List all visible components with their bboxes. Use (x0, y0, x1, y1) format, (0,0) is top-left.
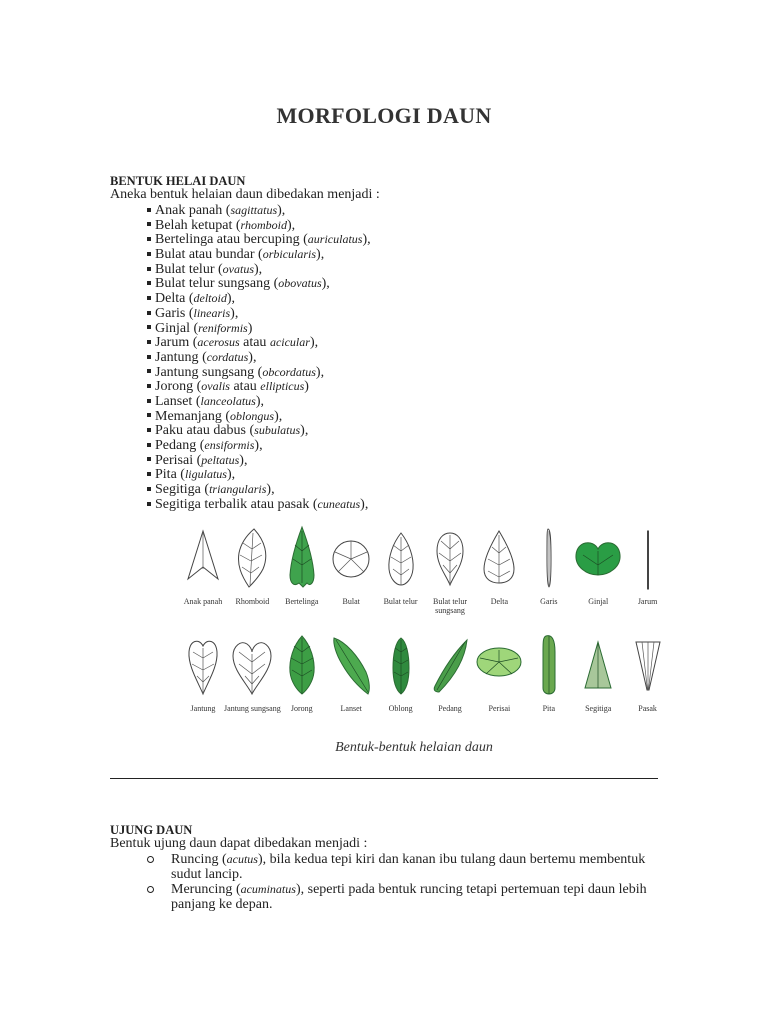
square-bullet-icon (147, 222, 151, 226)
latin-name: acuminatus (240, 882, 296, 896)
leaf-shape-label: Perisai (488, 704, 511, 713)
shape-name: Anak panah (155, 203, 223, 218)
shape-name: Paku atau dabus (155, 423, 246, 439)
leaf-shape-ovate-icon (376, 525, 426, 591)
list-item: Memanjang (oblongus), (147, 409, 371, 424)
item-suffix: ), (254, 261, 263, 277)
list-item: Jarum (acerosus atau acicular), (147, 335, 371, 350)
square-bullet-icon (147, 355, 151, 359)
square-bullet-icon (147, 399, 151, 403)
latin-name: ovatus (222, 261, 255, 276)
tip-description: ), bila kedua tepi kiri dan kanan ibu tulang daun bertemu membentuk sudut lancip. (171, 852, 646, 882)
item-suffix: ), (239, 452, 248, 468)
latin-name: ligulatus (184, 467, 227, 482)
shape-name: Garis (155, 305, 186, 321)
tip-description: ), seperti pada bentuk runcing tetapi pertemuan tepi daun lebih panjang ke depan. (171, 882, 647, 912)
leaf-shape-sword-icon (425, 632, 475, 698)
leaf-shape-heartdown-icon (178, 632, 228, 698)
leaf-shape-elliptic-icon (277, 632, 327, 698)
square-bullet-icon (147, 311, 151, 315)
shape-name: Bertelinga atau bercuping (155, 232, 300, 248)
leaf-shape-obcordate-icon (227, 632, 277, 698)
leaf-shape-list (147, 203, 371, 511)
square-bullet-icon (147, 325, 151, 329)
latin-name: rhomboid (240, 217, 287, 232)
leaf-shape-triangle-icon (573, 632, 623, 698)
item-suffix: ), (266, 482, 275, 498)
shape-name: Pita (155, 467, 177, 483)
leaf-shape-needle-icon (623, 525, 673, 591)
latin-name: cuneatus (317, 496, 361, 511)
item-suffix: ), (360, 496, 369, 512)
square-bullet-icon (147, 502, 151, 506)
square-bullet-icon (147, 208, 151, 212)
leaf-shape-kidney-icon (573, 525, 623, 591)
latin-name: auriculatus (307, 232, 363, 247)
latin-name: oblongus (230, 408, 275, 423)
shape-name: Lanset (155, 393, 193, 409)
item-suffix: ), (255, 393, 264, 409)
latin-name: obcordatus (262, 364, 316, 379)
latin-name: obovatus (278, 276, 322, 291)
connector-word: atau (229, 379, 261, 395)
square-bullet-icon (147, 369, 151, 373)
leaf-shape-auricle-icon (277, 525, 327, 591)
square-bullet-icon (147, 413, 151, 417)
latin-name: sagittatus (230, 203, 278, 217)
leaf-shape-label: Anak panah (183, 597, 223, 606)
item-suffix: ), (362, 232, 371, 248)
circle-bullet-icon (147, 856, 154, 863)
section-intro-leaf-shapes: Aneka bentuk helaian daun dibedakan menjadi : (110, 187, 380, 202)
leaf-shape-linear-icon (524, 525, 574, 591)
section-heading-leaf-shapes: BENTUK HELAI DAUN (110, 174, 246, 188)
list-item: Meruncing (acuminatus), seperti pada bentuk runcing tetapi pertemuan tepi daun lebih panjang ke depan. (147, 882, 667, 912)
section-heading-leaf-tip: UJUNG DAUN (110, 823, 193, 837)
square-bullet-icon (147, 237, 151, 241)
list-item: Jorong (ovalis atau ellipticus) (147, 379, 371, 394)
square-bullet-icon (147, 472, 151, 476)
list-item: Paku atau dabus (subulatus), (147, 423, 371, 438)
list-item: Belah ketupat (rhomboid), (147, 218, 371, 233)
leaf-shape-label: Pasak (638, 704, 657, 713)
leaf-shapes-figure (178, 525, 672, 735)
item-suffix: ), (315, 364, 325, 380)
leaf-shape-label: Bertelinga (285, 597, 319, 606)
shape-name: Bulat atau bundar (155, 247, 255, 263)
item-suffix: ), (226, 467, 236, 483)
list-item: Anak panah (sagittatus), (147, 203, 371, 218)
square-bullet-icon (147, 296, 151, 300)
list-item: Delta (deltoid), (147, 291, 371, 306)
shape-name: Jantung sungsang (155, 364, 255, 380)
square-bullet-icon (147, 267, 151, 271)
leaf-shape-label: Delta (490, 597, 509, 606)
latin-name: acerosus (197, 335, 240, 350)
item-suffix: ), (316, 247, 325, 263)
leaf-shape-label: Pita (542, 704, 556, 713)
item-suffix: ), (254, 438, 263, 453)
latin-name: cordatus (206, 349, 249, 364)
leaf-shape-label: Segitiga (585, 704, 612, 713)
list-item: Lanset (lanceolatus), (147, 394, 371, 409)
list-item: Bulat telur sungsang (obovatus), (147, 276, 371, 291)
tip-name: Meruncing (171, 882, 233, 897)
leaf-shape-delta-icon (474, 525, 524, 591)
shape-name: Ginjal (155, 320, 190, 336)
list-item: Segitiga terbalik atau pasak (cuneatus), (147, 497, 371, 512)
leaf-shape-label: Bulat telur (383, 597, 418, 606)
shape-name: Bulat telur (155, 261, 215, 277)
list-item: Garis (linearis), (147, 306, 371, 321)
shape-name: Jantung (155, 349, 199, 365)
latin-name: deltoid (193, 291, 227, 306)
leaf-shape-label: Pedang (438, 704, 462, 713)
latin-name-alt: ellipticus (260, 379, 305, 394)
leaf-shape-wedge-icon (623, 632, 673, 698)
list-item: Jantung (cordatus), (147, 350, 371, 365)
item-suffix: ), (287, 217, 296, 233)
leaf-shape-lanceolate-icon (326, 632, 376, 698)
tip-name: Runcing (171, 852, 219, 867)
leaf-shape-label: Lanset (340, 704, 362, 713)
leaf-shape-label: Jarum (637, 597, 658, 606)
shape-name: Perisai (155, 452, 194, 468)
list-item: Perisai (peltatus), (147, 453, 371, 468)
shape-name: Segitiga terbalik atau pasak (155, 496, 310, 512)
list-item: Pita (ligulatus), (147, 467, 371, 482)
connector-word: atau (239, 335, 270, 351)
leaf-shape-rhomboid-icon (227, 525, 277, 591)
list-item: Bertelinga atau bercuping (auriculatus), (147, 232, 371, 247)
latin-name: orbicularis (262, 247, 317, 262)
list-item: Runcing (acutus), bila kedua tepi kiri dan kanan ibu tulang daun bertemu membentuk sudut lancip. (147, 852, 667, 882)
item-suffix: ), (321, 276, 330, 292)
item-suffix: ), (300, 423, 309, 439)
shape-name: Bulat telur sungsang (155, 276, 271, 292)
item-suffix: ), (226, 291, 235, 307)
leaf-shape-label: Bulat telur sungsang (433, 597, 467, 615)
shape-name: Jorong (155, 379, 194, 395)
square-bullet-icon (147, 384, 151, 388)
item-suffix: ) (247, 320, 253, 336)
circle-bullet-icon (147, 886, 154, 893)
latin-name: ovalis (201, 379, 230, 394)
latin-name: triangularis (209, 482, 267, 497)
list-item: Segitiga (triangularis), (147, 482, 371, 497)
leaf-shape-oblong-icon (376, 632, 426, 698)
leaf-shape-label: Jorong (290, 704, 313, 713)
item-suffix: ), (248, 349, 257, 365)
item-suffix: ), (230, 305, 239, 321)
item-suffix: ), (309, 335, 319, 351)
square-bullet-icon (147, 281, 151, 285)
leaf-shape-peltate-icon (474, 632, 524, 698)
square-bullet-icon (147, 428, 151, 432)
figure-caption: Bentuk-bentuk helaian daun (335, 740, 493, 755)
item-suffix: ), (274, 408, 283, 424)
item-suffix: ), (277, 203, 286, 218)
latin-name: ensiformis (204, 438, 255, 452)
horizontal-divider (110, 778, 658, 779)
latin-name: linearis (193, 305, 231, 320)
leaf-shape-label: Jantung sungsang (224, 704, 281, 713)
square-bullet-icon (147, 252, 151, 256)
leaf-shape-obovate-icon (425, 525, 475, 591)
latin-name: peltatus (201, 452, 240, 467)
latin-name: subulatus (254, 423, 301, 438)
shape-name: Memanjang (155, 408, 222, 424)
shape-name: Belah ketupat (155, 217, 233, 233)
list-item: Bulat telur (ovatus), (147, 262, 371, 277)
square-bullet-icon (147, 487, 151, 491)
leaf-shape-label: Garis (540, 597, 558, 606)
square-bullet-icon (147, 443, 151, 447)
latin-name: lanceolatus (200, 393, 256, 408)
shape-name: Jarum (155, 335, 190, 351)
list-item: Pedang (ensiformis), (147, 438, 371, 453)
page-title: MORFOLOGI DAUN (276, 103, 492, 128)
leaf-shape-label: Bulat (342, 597, 360, 606)
leaf-shape-label: Rhomboid (235, 597, 270, 606)
leaf-shape-label: Ginjal (588, 597, 609, 606)
leaf-shape-label: Jantung (190, 704, 216, 713)
leaf-shape-ribbon-icon (524, 632, 574, 698)
leaf-shape-round-icon (326, 525, 376, 591)
shape-name: Delta (155, 291, 186, 307)
latin-name: reniformis (198, 320, 248, 335)
list-item: Bulat atau bundar (orbicularis), (147, 247, 371, 262)
square-bullet-icon (147, 457, 151, 461)
section-intro-leaf-tip: Bentuk ujung daun dapat dibedakan menjadi : (110, 836, 368, 851)
list-item: Jantung sungsang (obcordatus), (147, 365, 371, 380)
shape-name: Pedang (155, 438, 197, 453)
list-item: Ginjal (reniformis) (147, 321, 371, 336)
shape-name: Segitiga (155, 482, 201, 498)
leaf-shape-arrow-icon (178, 525, 228, 591)
latin-name: acutus (226, 852, 258, 866)
latin-name-alt: acicular (269, 335, 310, 350)
leaf-tip-list (147, 852, 667, 912)
leaf-shape-label: Oblong (388, 704, 413, 713)
item-suffix: ) (304, 379, 309, 395)
square-bullet-icon (147, 340, 151, 344)
